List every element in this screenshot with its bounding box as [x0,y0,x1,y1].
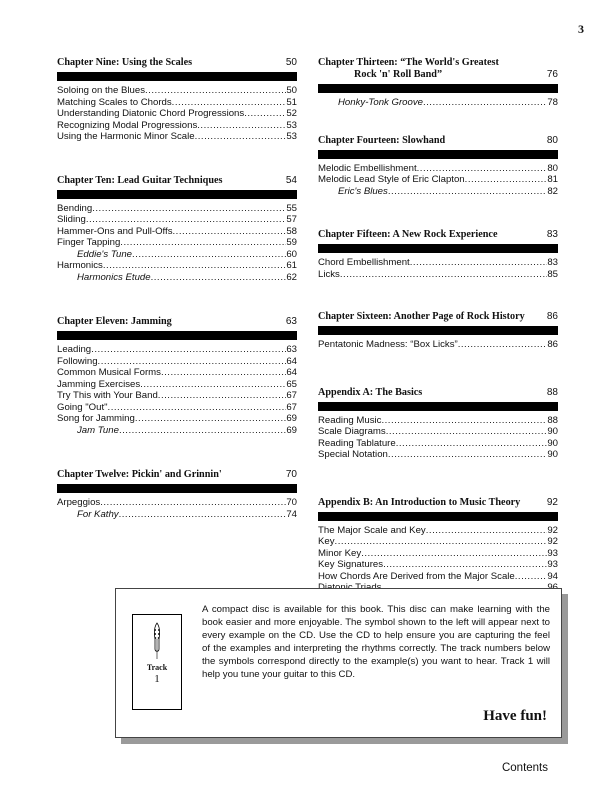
chapter-title: Appendix B: An Introduction to Music Theory [318,496,521,508]
entry-page: 65 [286,378,297,390]
entry-label: Melodic Lead Style of Eric Clapton [318,174,465,185]
toc-entry [57,214,297,226]
chapter-title: Chapter Ten: Lead Guitar Techniques [57,174,223,186]
toc-entry [57,390,297,402]
entry-label: Following [57,355,98,367]
chapter-title: Chapter Fourteen: Slowhand [318,134,446,146]
toc-sub-entry [57,425,297,437]
entry-label: Understanding Diatonic Chord Progressions [57,108,245,119]
chapter-rule-bar [318,84,558,93]
dot-leader [388,186,548,198]
entry-page: 94 [547,570,558,582]
toc-left-column [57,57,297,520]
toc-entry [318,163,558,175]
entry-label: Sliding [57,214,86,225]
entry-page: 63 [286,344,297,355]
toc-entry [57,367,297,379]
toc-right-column [318,57,558,605]
chapter-page: 88 [546,386,558,398]
entry-label: Jamming Exercises [57,378,141,390]
toc-entry [318,174,558,186]
entry-page: 81 [547,174,558,185]
toc-entry [57,120,297,132]
cd-track-icon [132,614,182,710]
dot-leader [140,379,286,391]
toc-entry [57,203,297,215]
dot-leader [410,257,548,269]
chapter-heading [57,57,297,69]
cd-track-number: 1 [154,673,160,685]
chapter-title-block [318,57,499,81]
chapter-rule-bar [318,326,558,335]
dot-leader [98,356,287,368]
entry-label: Reading Music [318,414,382,426]
toc-entry [57,344,297,356]
toc-entry [57,379,297,391]
entry-label: Try This with Your Band [57,390,158,401]
entry-label: Matching Scales to Chords [57,96,172,108]
entry-label: Key Signatures [318,559,384,570]
entry-label: Common Musical Forms [57,367,161,378]
entry-label: The Major Scale and Key [318,524,426,536]
toc-sub-entry [318,186,558,198]
footer-section-label: Contents [501,762,548,774]
chapter-title: Chapter Eleven: Jamming [57,316,172,327]
entry-page: 90 [547,426,558,437]
chapter-heading [57,316,297,328]
chapter-page: 50 [285,57,297,68]
entry-page: 69 [286,424,297,436]
entry-label: Eddie's Tune [77,248,132,260]
chapter-title: Appendix A: The Basics [318,386,423,398]
entry-label: Reading Tablature [318,437,396,449]
toc-sub-entry [57,509,297,521]
toc-chapter [318,57,558,109]
toc-entry [318,525,558,537]
dot-leader [417,163,548,175]
entry-label: Pentatonic Madness: “Box Licks” [318,339,458,350]
chapter-rule-bar [318,402,558,411]
chapter-heading [57,175,297,187]
toc-entry [57,226,297,238]
entry-label: Bending [57,202,93,214]
toc-entry [318,438,558,450]
dot-leader [120,237,286,249]
toc-entry [57,402,297,414]
dot-leader [100,497,286,509]
chapter-heading [57,469,297,481]
entry-label: Harmonics Etude [77,271,151,283]
toc-entry [57,131,297,143]
entry-page: 67 [286,401,297,413]
chapter-title: Chapter Twelve: Pickin' and Grinnin' [57,469,222,480]
entry-label: Eric's Blues [338,185,388,197]
chapter-page: 54 [285,174,297,186]
dot-leader [386,426,548,438]
entry-label: Arpeggios [57,497,101,508]
have-fun-text: Have fun! [483,708,547,724]
toc-chapter [57,469,297,520]
chapter-rule-bar [57,484,297,493]
chapter-heading [318,57,558,81]
entry-page: 64 [286,367,297,378]
entry-label: Honky-Tonk Groove [338,97,423,108]
chapter-page: 80 [546,134,558,146]
toc-entry [318,339,558,351]
entry-page: 61 [286,260,297,271]
chapter-page: 86 [546,311,558,322]
chapter-page: 76 [546,69,558,80]
cd-info-box [115,588,562,738]
entry-page: 55 [286,202,297,214]
dot-leader [151,272,287,284]
dot-leader [383,559,547,571]
toc-entry [57,237,297,249]
dot-leader [172,97,287,109]
dot-leader [244,108,286,120]
chapter-title-line2: Rock 'n' Roll Band” [354,69,443,80]
dot-leader [465,174,548,186]
toc-entry [318,415,558,427]
toc-entry [318,548,558,560]
toc-chapter [57,57,297,143]
chapter-heading [318,229,558,241]
entry-label: Minor Key [318,547,362,559]
chapter-title: Chapter Nine: Using the Scales [57,57,193,68]
dot-leader [515,571,548,583]
chapter-rule-bar [57,190,297,199]
chapter-rule-bar [318,512,558,521]
toc-chapter [318,135,558,198]
entry-label: Harmonics [57,260,103,271]
entry-page: 67 [286,390,297,401]
chapter-rule-bar [318,244,558,253]
toc-entry [318,536,558,548]
toc-entry [57,260,297,272]
dot-leader [119,509,287,521]
toc-entry [57,413,297,425]
dot-leader [103,260,286,272]
entry-label: Leading [57,344,92,355]
cd-info-text: A compact disc is available for this book. This disc can make learning with the book easier and more enjoyable. The symbol shown to the left will appear next to every example on the CD. Use the CD to help ensure you are capturing the feel of the examples and interpreting the rhythms correctly. The track numbers below the symbols correspond directly to the example(s) you want to hear. Track 1 will help you tune your guitar to this CD. [202,604,550,680]
entry-page: 69 [286,413,297,424]
dot-leader [86,214,287,226]
entry-label: Chord Embellishment [318,257,410,268]
dot-leader [388,449,547,461]
dot-leader [132,249,286,261]
entry-label: Hammer-Ons and Pull-Offs [57,225,173,237]
entry-label: Key [318,536,335,547]
guitar-headstock-icon [149,621,165,661]
entry-page: 53 [286,131,297,142]
dot-leader [145,85,286,97]
entry-page: 80 [547,162,558,174]
chapter-rule-bar [318,150,558,159]
dot-leader [135,413,286,425]
dot-leader [423,97,547,109]
dot-leader [335,536,548,548]
chapter-title: Chapter Sixteen: Another Page of Rock History [318,311,525,322]
chapter-heading [318,497,558,509]
entry-page: 50 [286,85,297,96]
entry-label: Recognizing Modal Progressions [57,119,198,131]
entry-page: 70 [286,497,297,508]
entry-label: Melodic Embellishment [318,162,417,174]
toc-entry [57,85,297,97]
entry-label: Jam Tune [77,424,119,436]
entry-page: 82 [547,185,558,197]
entry-page: 83 [547,257,558,268]
chapter-title: Chapter Thirteen: “The World's Greatest [318,57,499,68]
toc-sub-entry [57,249,297,261]
entry-page: 74 [286,508,297,520]
dot-leader [458,339,548,351]
toc-chapter [318,311,558,351]
entry-page: 62 [286,271,297,283]
entry-page: 51 [286,96,297,108]
toc-entry [318,571,558,583]
dot-leader [426,525,548,537]
entry-page: 92 [547,536,558,547]
dot-leader [158,390,287,402]
dot-leader [108,402,287,414]
entry-label: Song for Jamming [57,413,135,424]
entry-label: Going "Out" [57,401,108,413]
toc-entry [57,497,297,509]
toc-entry [57,97,297,109]
entry-page: 78 [547,97,558,108]
chapter-page: 92 [546,496,558,508]
entry-page: 85 [547,268,558,280]
dot-leader [195,131,287,143]
toc-entry [318,559,558,571]
dot-leader [92,203,286,215]
chapter-page: 83 [546,229,558,240]
entry-page: 86 [547,339,558,350]
entry-page: 52 [286,108,297,119]
dot-leader [91,344,286,356]
entry-label: Finger Tapping [57,237,121,248]
entry-label: Soloing on the Blues [57,85,146,96]
toc-entry [318,269,558,281]
chapter-page: 63 [285,316,297,327]
dot-leader [361,548,547,560]
toc-entry [57,108,297,120]
entry-label: Scale Diagrams [318,426,386,437]
chapter-page: 70 [285,469,297,480]
dot-leader [119,425,286,437]
entry-label: Special Notation [318,449,388,460]
toc-chapter [57,175,297,284]
dot-leader [197,120,286,132]
entry-page: 60 [286,248,297,260]
chapter-heading [318,311,558,323]
dot-leader [340,269,547,281]
entry-page: 53 [286,119,297,131]
dot-leader [381,415,547,427]
toc-sub-entry [57,272,297,284]
chapter-heading [318,387,558,399]
chapter-heading [318,135,558,147]
entry-page: 64 [286,355,297,367]
toc-entry [318,257,558,269]
entry-label: Licks [318,268,340,280]
entry-page: 90 [547,449,558,460]
toc-entry [57,356,297,368]
entry-page: 88 [547,414,558,426]
toc-chapter [318,387,558,461]
toc-chapter [57,316,297,436]
entry-label: How Chords Are Derived from the Major Scale [318,570,515,582]
entry-label: Using the Harmonic Minor Scale [57,131,195,142]
dot-leader [173,226,287,238]
entry-page: 93 [547,559,558,570]
entry-label: For Kathy [77,508,119,520]
entry-page: 59 [286,237,297,248]
dot-leader [396,438,548,450]
entry-page: 58 [286,225,297,237]
entry-page: 93 [547,547,558,559]
entry-page: 57 [286,214,297,225]
toc-sub-entry [318,97,558,109]
page-number: 3 [578,22,584,36]
toc-chapter [318,229,558,280]
toc-entry [318,449,558,461]
dot-leader [161,367,286,379]
entry-page: 90 [547,437,558,449]
cd-track-label: Track [146,663,168,672]
toc-entry [318,426,558,438]
chapter-rule-bar [57,331,297,340]
entry-page: 92 [547,524,558,536]
chapter-rule-bar [57,72,297,81]
chapter-title: Chapter Fifteen: A New Rock Experience [318,229,498,240]
